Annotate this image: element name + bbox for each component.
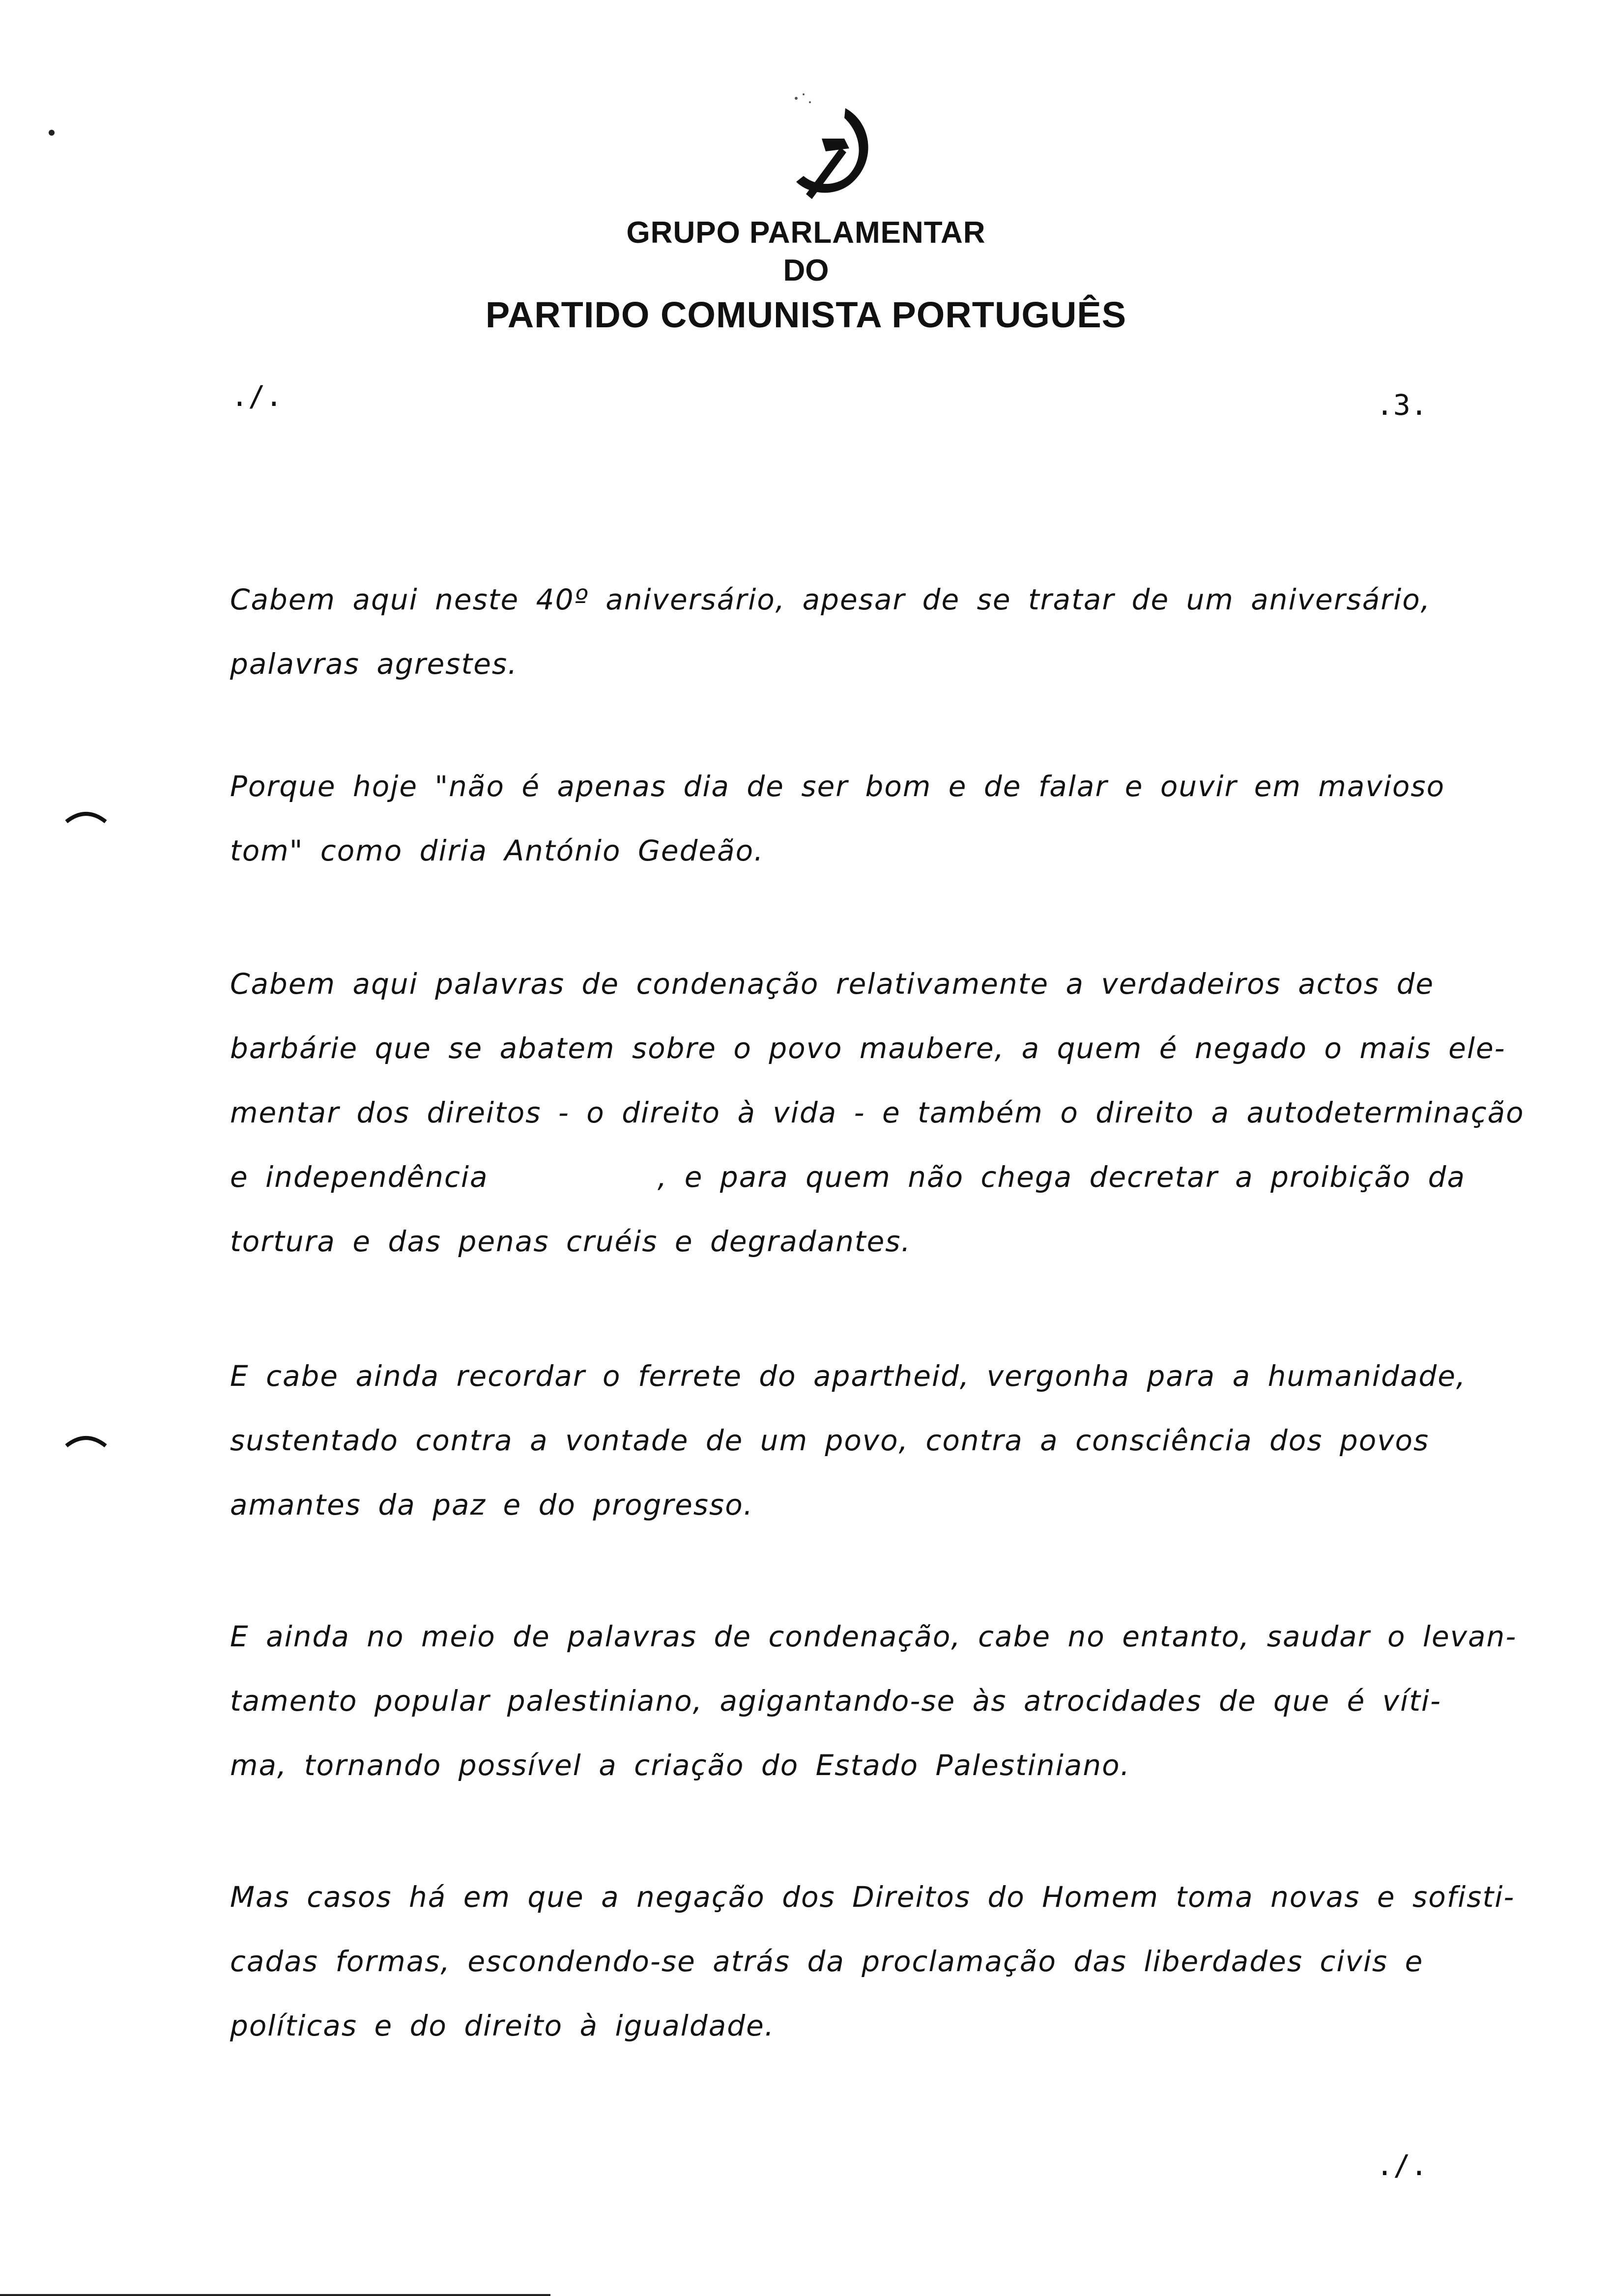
page-number: .3. — [1376, 388, 1428, 422]
text-line: Cabem aqui neste 40º aniversário, apesar de se tratar de um aniversário, — [230, 583, 1431, 616]
text-line: Porque hoje "não é apenas dia de ser bom e de falar e ouvir em mavioso — [230, 770, 1445, 803]
text-line: barbárie que se abatem sobre o povo maubere, a quem é negado o mais ele- — [230, 1032, 1506, 1065]
text-line: tamento popular palestiniano, agigantando-se às atrocidades de que é víti- — [230, 1684, 1441, 1718]
bottom-edge-line — [0, 2294, 550, 2296]
continues-marker: ./. — [1376, 2149, 1428, 2182]
paragraph-5 — [230, 1605, 1532, 1798]
letterhead-group: GRUPO PARLAMENTAR — [626, 216, 986, 250]
text-line: cadas formas, escondendo-se atrás da proclamação das liberdades civis e — [230, 1945, 1424, 1978]
letterhead-party: PARTIDO COMUNISTA PORTUGUÊS — [485, 294, 1127, 335]
paragraph-2 — [230, 754, 1532, 883]
text-line: amantes da paz e do progresso. — [230, 1488, 754, 1521]
letterhead-connector: DO — [783, 254, 829, 287]
text-line: políticas e do direito à igualdade. — [230, 2009, 775, 2042]
punch-hole-mark — [64, 806, 108, 826]
text-line: ma, tornando possível a criação do Estado Palestiniano. — [230, 1749, 1131, 1782]
paragraph-6 — [230, 1865, 1532, 2058]
paragraph-3 — [230, 952, 1532, 1274]
text-line: Mas casos há em que a negação dos Direitos do Homem toma novas e sofisti- — [230, 1880, 1515, 1914]
text-line: e independência , e para quem não chega decretar a proibição da — [230, 1160, 1466, 1194]
paragraph-1 — [230, 568, 1532, 696]
text-line: E cabe ainda recordar o ferrete do apartheid, vergonha para a humanidade, — [230, 1359, 1467, 1393]
text-line: palavras agrestes. — [230, 647, 518, 681]
scan-speck — [47, 128, 57, 138]
text-line: tortura e das penas cruéis e degradantes. — [230, 1225, 911, 1258]
paragraph-4 — [230, 1344, 1532, 1537]
punch-hole-mark — [64, 1430, 108, 1450]
text-line: mentar dos direitos - o direito à vida - e também o direito a autodeterminação — [230, 1096, 1525, 1129]
text-line: sustentado contra a vontade de um povo, contra a consciência dos povos — [230, 1424, 1430, 1457]
hammer-and-sickle-icon — [786, 88, 875, 206]
continued-from-marker: ./. — [231, 379, 283, 413]
text-line: E ainda no meio de palavras de condenação, cabe no entanto, saudar o levan- — [230, 1620, 1517, 1653]
text-line: tom" como diria António Gedeão. — [230, 834, 764, 867]
text-line: Cabem aqui palavras de condenação relativamente a verdadeiros actos de — [230, 967, 1435, 1001]
